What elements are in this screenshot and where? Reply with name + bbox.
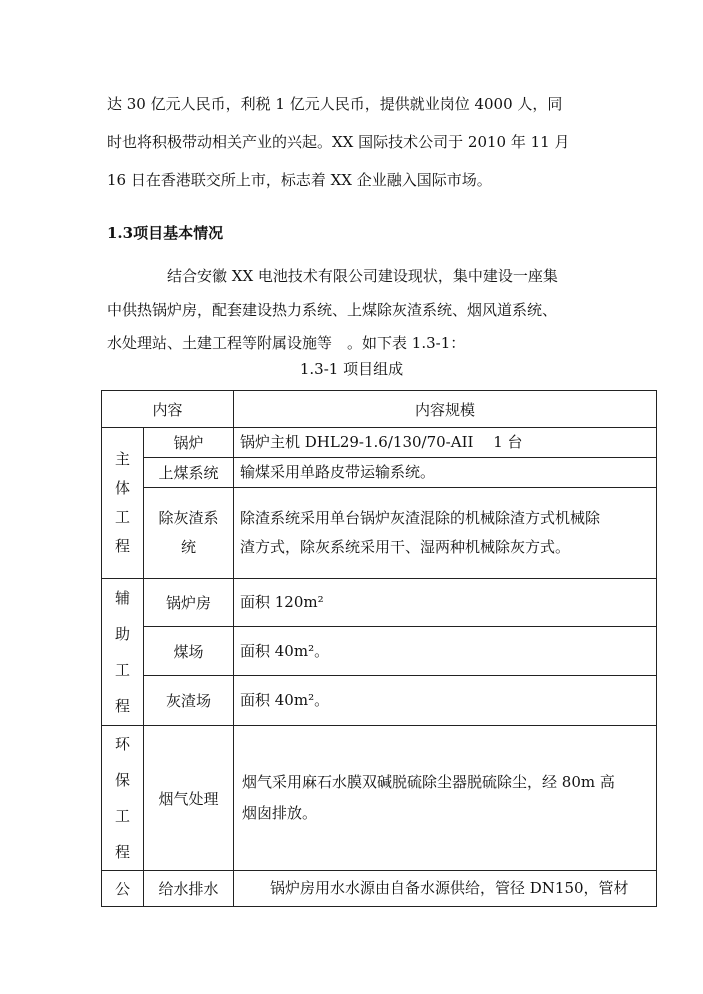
category-public-works: 公 — [102, 871, 144, 907]
project-composition-table — [101, 390, 657, 907]
item-boiler: 锅炉 — [144, 428, 234, 458]
header-scale: 内容规模 — [234, 391, 657, 428]
paragraph-1-line-1: 达 30 亿元人民币，利税 1 亿元人民币，提供就业岗位 4000 人，同 — [107, 95, 563, 113]
section-heading: 1.3项目基本情况 — [107, 224, 224, 242]
category-auxiliary-works: 辅 助 工 程 — [102, 579, 144, 726]
table-row — [102, 726, 657, 871]
table-row — [102, 579, 657, 627]
desc-water-supply: 锅炉房用水水源由自备水源供给，管径 DN150，管材 — [234, 871, 657, 907]
paragraph-2-line-3: 水处理站、土建工程等附属设施等 。如下表 1.3-1： — [107, 334, 466, 352]
desc-coal-feeding: 输煤采用单路皮带运输系统。 — [234, 458, 657, 488]
table-caption: 1.3-1 项目组成 — [299, 360, 404, 378]
table-row — [102, 428, 657, 458]
item-ash-removal: 除灰渣系 统 — [144, 488, 234, 579]
paragraph-2-line-2: 中供热锅炉房，配套建设热力系统、上煤除灰渣系统、烟风道系统、 — [107, 301, 558, 319]
header-content: 内容 — [102, 391, 234, 428]
category-environmental-works: 环 保 工 程 — [102, 726, 144, 871]
item-boiler-room: 锅炉房 — [144, 579, 234, 627]
table-header-row — [102, 391, 657, 428]
category-main-works: 主 体 工 程 — [102, 428, 144, 579]
item-coal-feeding: 上煤系统 — [144, 458, 234, 488]
desc-ash-removal: 除渣系统采用单台锅炉灰渣混除的机械除渣方式机械除 渣方式，除灰系统采用干、湿两种机械除灰方式。 — [234, 488, 657, 579]
table-row — [102, 871, 657, 907]
table-row — [102, 458, 657, 488]
table-row — [102, 488, 657, 579]
desc-ash-yard: 面积 40m²。 — [234, 676, 657, 726]
desc-flue-gas: 烟气采用麻石水膜双碱脱硫除尘器脱硫除尘，经 80m 高 烟囱排放。 — [234, 726, 657, 871]
table-row — [102, 676, 657, 726]
desc-boiler-room: 面积 120m² — [234, 579, 657, 627]
paragraph-2-line-1: 结合安徽 XX 电池技术有限公司建设现状，集中建设一座集 — [167, 267, 558, 285]
desc-boiler: 锅炉主机 DHL29-1.6/130/70-AII 1 台 — [234, 428, 657, 458]
desc-coal-yard: 面积 40m²。 — [234, 627, 657, 676]
item-coal-yard: 煤场 — [144, 627, 234, 676]
table-row — [102, 627, 657, 676]
paragraph-1-line-2: 时也将积极带动相关产业的兴起。XX 国际技术公司于 2010 年 11 月 — [107, 133, 570, 151]
item-ash-yard: 灰渣场 — [144, 676, 234, 726]
item-flue-gas: 烟气处理 — [144, 726, 234, 871]
paragraph-1-line-3: 16 日在香港联交所上市，标志着 XX 企业融入国际市场。 — [107, 171, 492, 189]
item-water-supply: 给水排水 — [144, 871, 234, 907]
